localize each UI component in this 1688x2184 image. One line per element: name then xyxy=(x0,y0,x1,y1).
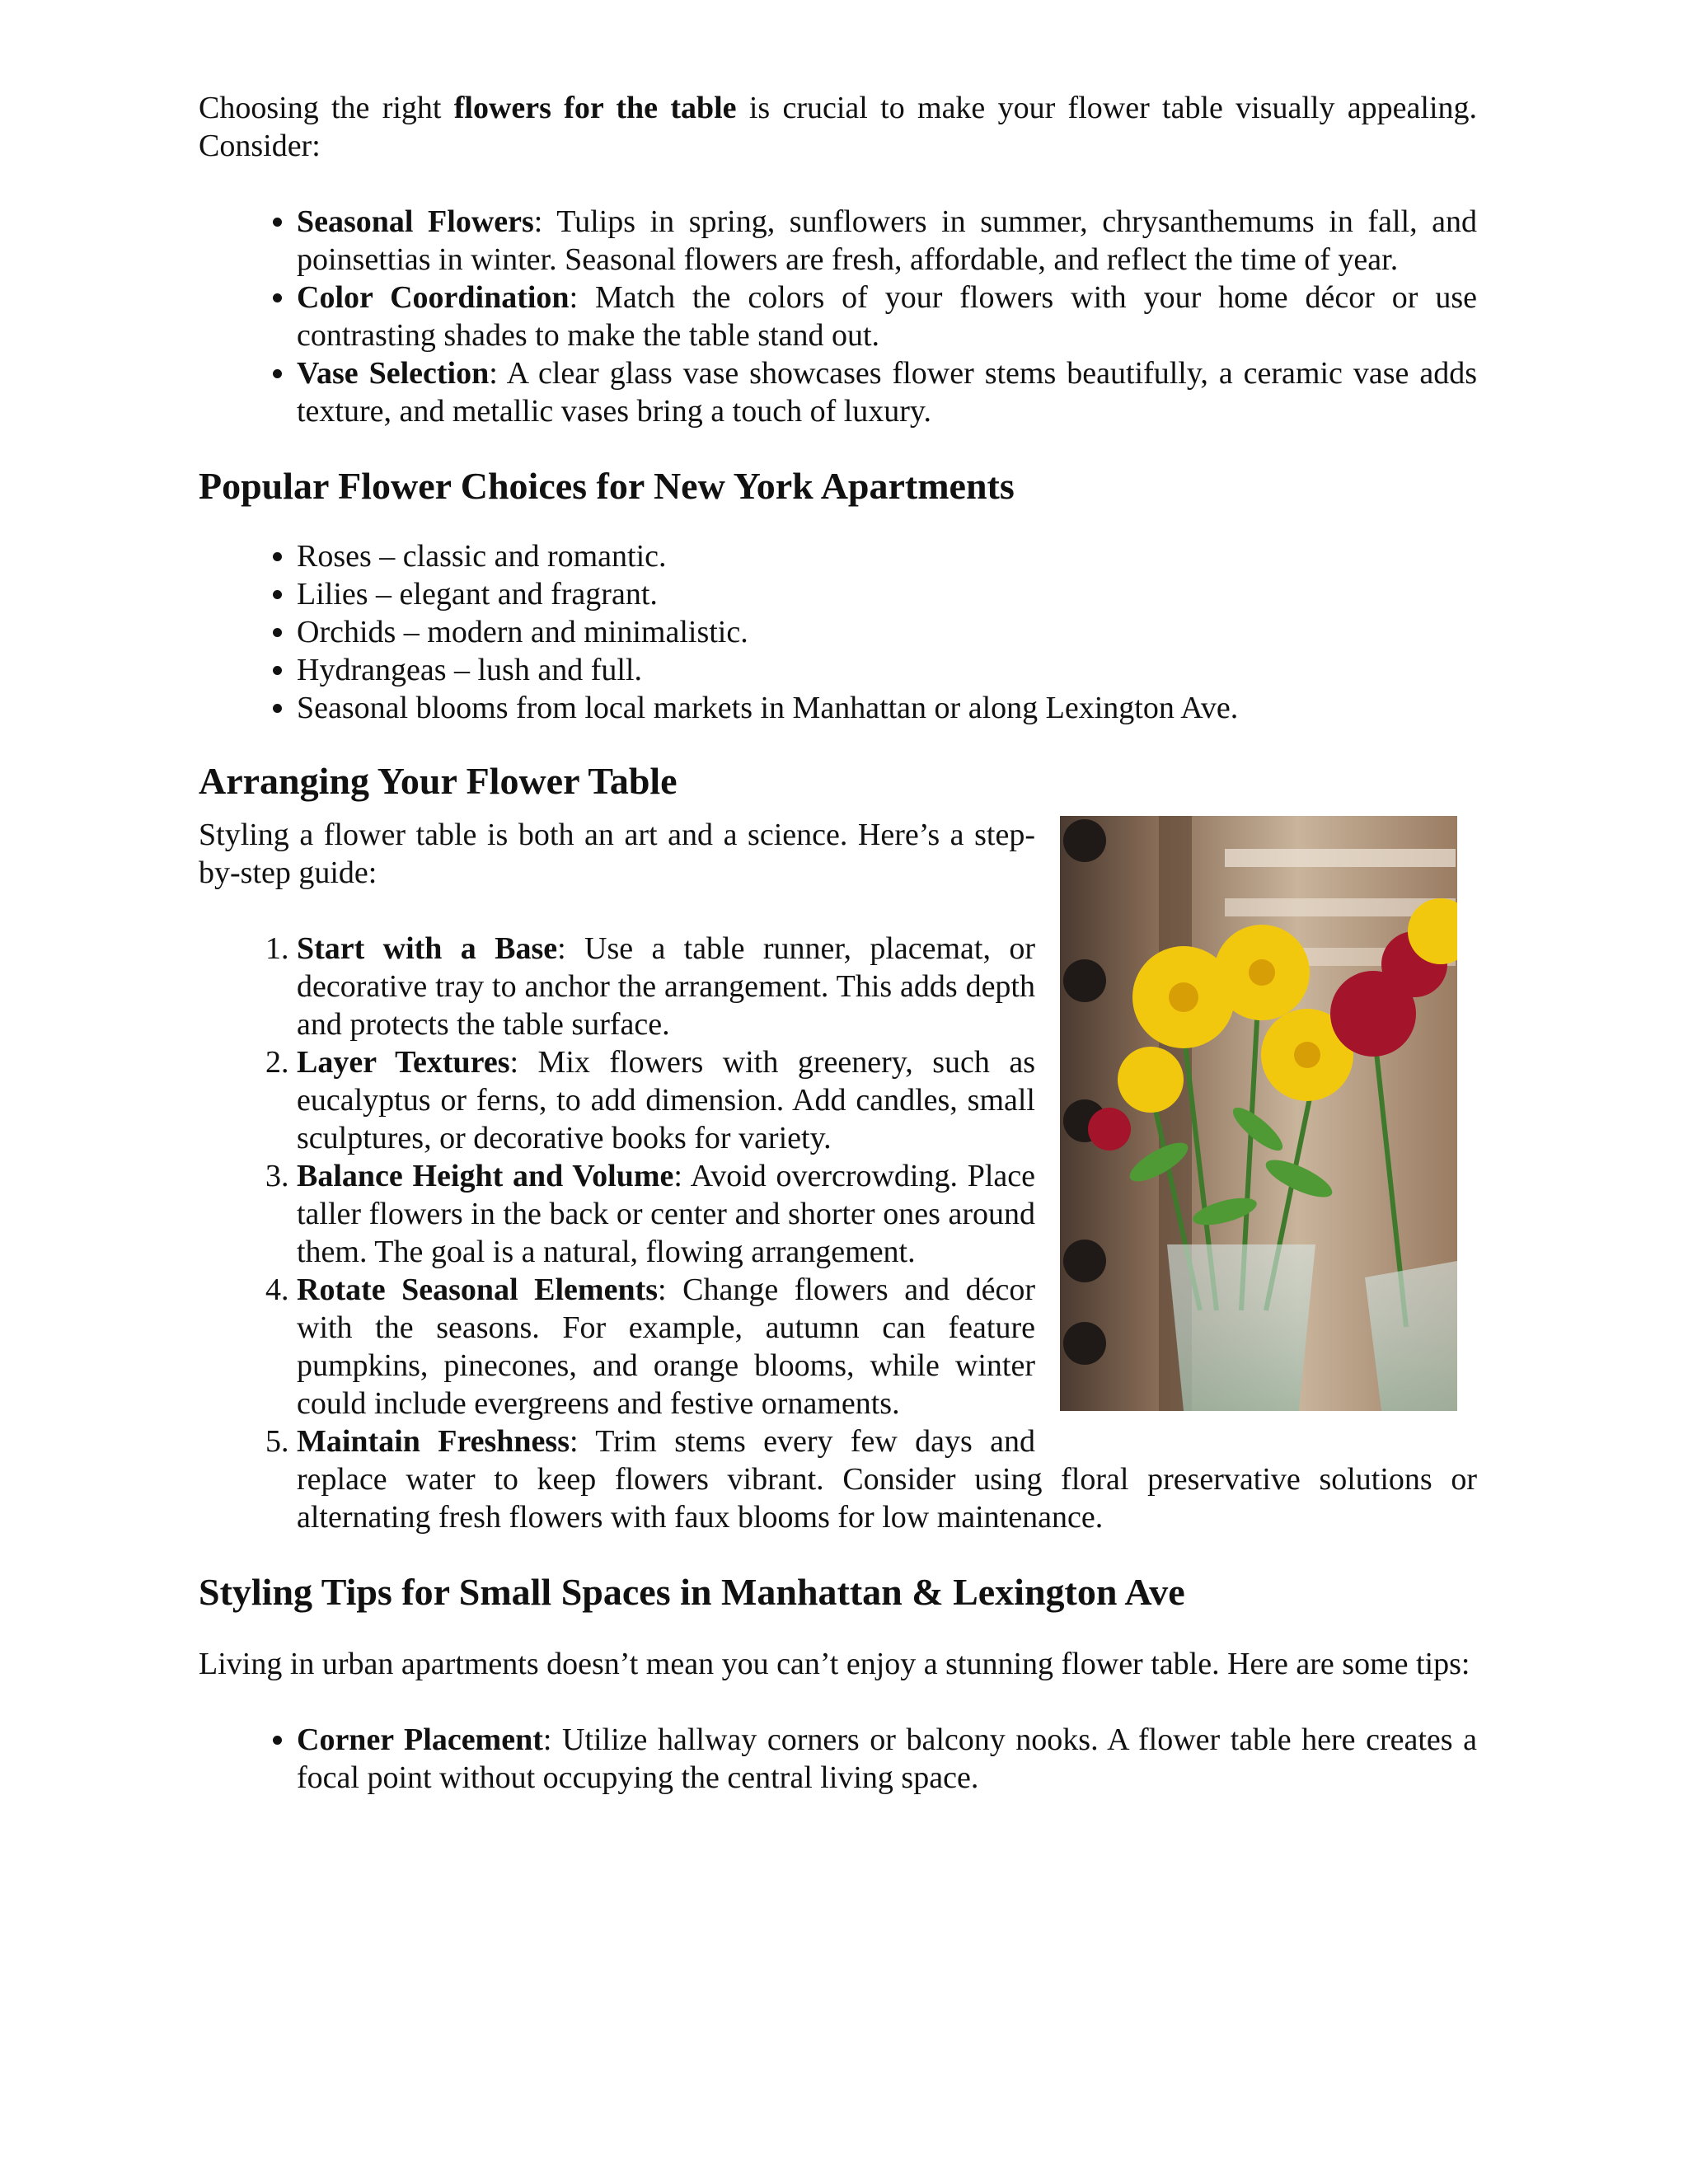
step-text: : Trim stems every few days and replace water to keep flowers vibrant. Consider using floral preservative solutions or alternating fresh flowers with faux blooms for low maintenance. xyxy=(297,1424,1477,1535)
intro-paragraph xyxy=(199,89,1477,165)
consider-list xyxy=(199,203,1477,430)
list-item: • Orchids – modern and minimalistic. xyxy=(297,613,1477,651)
list-item xyxy=(297,1721,1477,1797)
list-item xyxy=(297,1422,1477,1536)
step-text: : Change flowers and décor with the seasons. For example, autumn can feature pumpkins, pinecones, and orange blooms, while winter could include evergreens and festive ornaments. xyxy=(297,1272,1035,1421)
list-item-term: Corner Placement xyxy=(297,1722,543,1757)
popular-list xyxy=(199,537,1477,727)
list-item-text: : Utilize hallway corners or balcony nooks. A flower table here creates a focal point without occupying the central living space. xyxy=(297,1722,1477,1795)
step-term: Balance Height and Volume xyxy=(297,1159,674,1193)
list-item-term: Vase Selection xyxy=(297,356,490,391)
intro-text-pre: Choosing the right xyxy=(199,91,454,125)
step-text: : Use a table runner, placemat, or decorative tray to anchor the arrangement. This adds depth and protects the table surface. xyxy=(297,931,1035,1042)
small-spaces-intro: Living in urban apartments doesn’t mean you can’t enjoy a stunning flower table. Here are some tips: xyxy=(199,1647,1470,1681)
list-item-text: : A clear glass vase showcases flower stems beautifully, a ceramic vase adds texture, and metallic vases bring a touch of luxury. xyxy=(297,356,1478,429)
heading-popular-flowers: Popular Flower Choices for New York Apartments xyxy=(199,465,1015,507)
step-term: Start with a Base xyxy=(297,931,558,966)
intro-text-post: is crucial to make your flower table visually appealing. Consider: xyxy=(199,91,1477,163)
arranging-intro: Styling a flower table is both an art and a science. Here’s a step-by-step guide: xyxy=(199,818,1035,890)
heading-arranging: Arranging Your Flower Table xyxy=(199,760,678,802)
step-term: Rotate Seasonal Elements xyxy=(297,1272,659,1307)
list-item-term: Seasonal Flowers xyxy=(297,204,534,239)
list-item-text: : Tulips in spring, sunflowers in summer, chrysanthemums in fall, and poinsettias in winter. Seasonal flowers are fresh, affordable, and reflect the time of year. xyxy=(297,204,1478,277)
list-item-text: : Match the colors of your flowers with your home décor or use contrasting shades to make the table stand out. xyxy=(297,280,1477,353)
list-item: • Lilies – elegant and fragrant. xyxy=(297,575,1477,613)
list-item xyxy=(297,203,1477,279)
step-term: Maintain Freshness xyxy=(297,1424,570,1459)
arranging-section xyxy=(199,816,1477,1536)
step-text: : Mix flowers with greenery, such as eucalyptus or ferns, to add dimension. Add candles, small sculptures, or decorative books for variety. xyxy=(297,1045,1036,1155)
list-item-term: Color Coordination xyxy=(297,280,570,315)
list-item: • Roses – classic and romantic. xyxy=(297,537,1477,575)
article-body xyxy=(199,89,1477,1797)
list-item xyxy=(297,279,1477,354)
intro-text-bold: flowers for the table xyxy=(453,91,737,125)
list-item: • Hydrangeas – lush and full. xyxy=(297,651,1477,689)
small-spaces-list xyxy=(199,1721,1477,1797)
flower-vase-image xyxy=(1060,816,1457,1411)
flower-photo-illustration xyxy=(1060,816,1457,1411)
step-term: Layer Textures xyxy=(297,1045,510,1080)
list-item xyxy=(297,354,1477,430)
heading-small-spaces: Styling Tips for Small Spaces in Manhattan & Lexington Ave xyxy=(199,1571,1185,1613)
list-item: • Seasonal blooms from local markets in Manhattan or along Lexington Ave. xyxy=(297,689,1477,727)
step-text: : Avoid overcrowding. Place taller flowers in the back or center and shorter ones around them. The goal is a natural, flowing arrangement. xyxy=(297,1159,1035,1269)
